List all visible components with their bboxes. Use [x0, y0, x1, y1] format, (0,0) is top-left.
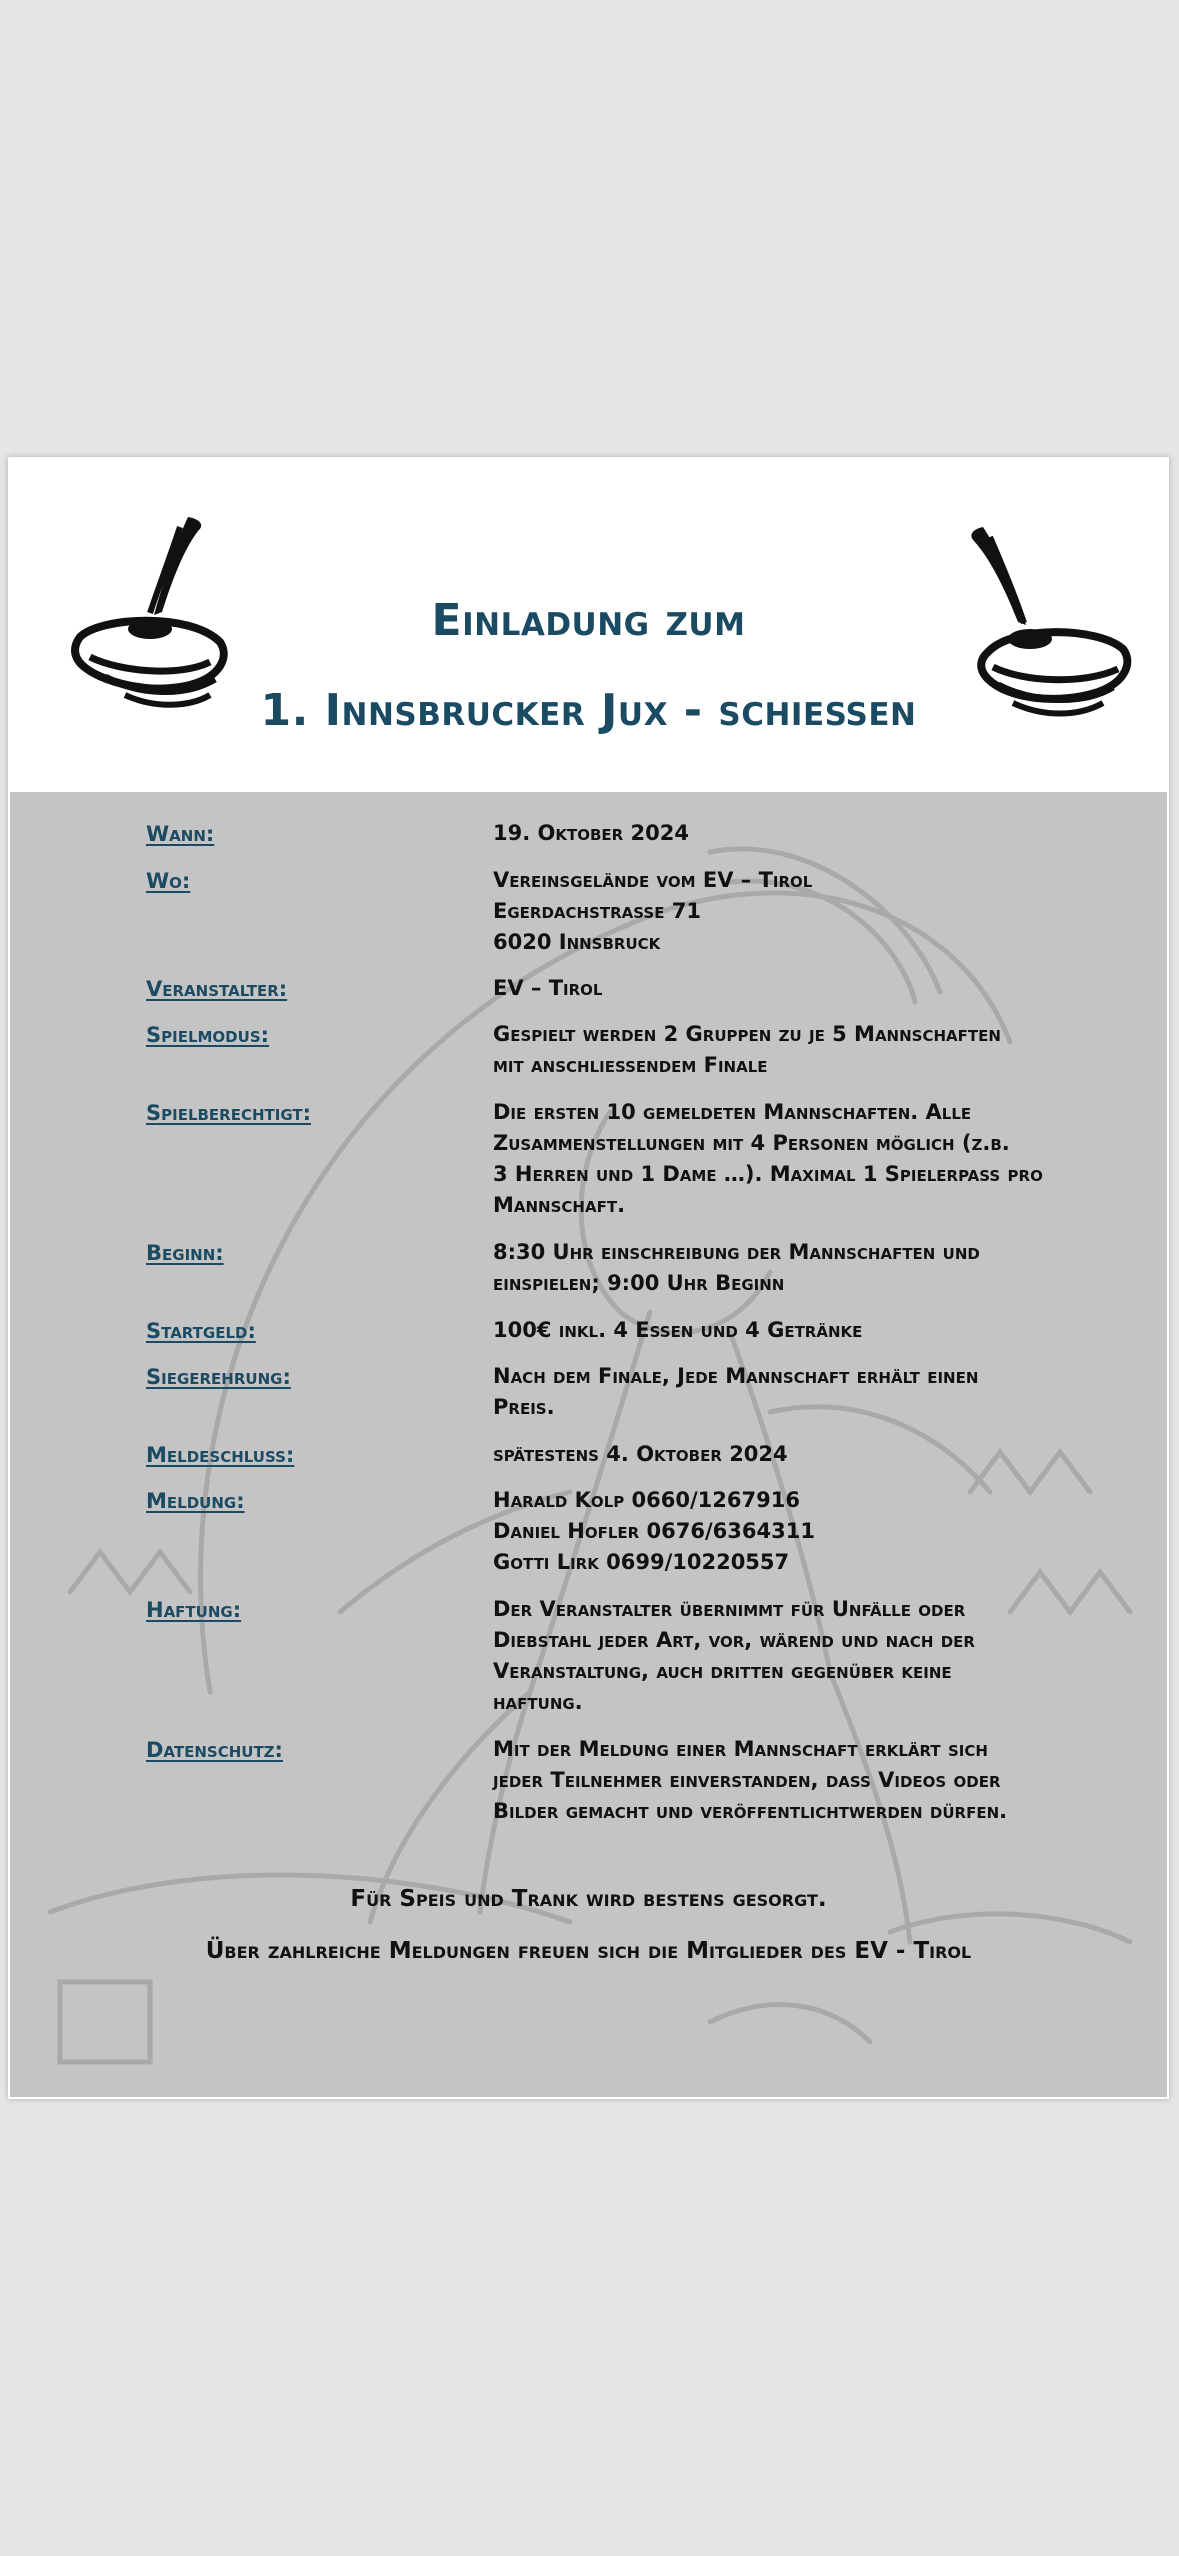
- value-line: Veranstaltung, auch dritten gegenüber keine: [493, 1659, 952, 1683]
- value-line: Egerdachstraße 71: [493, 899, 701, 923]
- value-line: Die ersten 10 gemeldeten Mannschaften. Alle: [493, 1100, 972, 1124]
- value-line: Mit der Meldung einer Mannschaft erklärt sich: [493, 1737, 988, 1761]
- value-haftung: [493, 1594, 1053, 1718]
- label-spielmodus: Spielmodus:: [146, 1023, 270, 1047]
- value-wann: [493, 818, 1053, 849]
- label-haftung: Haftung:: [146, 1598, 242, 1622]
- label-wo: Wo:: [146, 869, 191, 893]
- value-meldeschluss: [493, 1439, 1053, 1470]
- value-spielberechtigt: [493, 1097, 1053, 1221]
- label-beginn: Beginn:: [146, 1241, 224, 1265]
- value-spielmodus: [493, 1019, 1053, 1081]
- value-line: 6020 Innsbruck: [493, 930, 661, 954]
- value-line: Gespielt werden 2 Gruppen zu je 5 Mannschaften: [493, 1022, 1001, 1046]
- value-startgeld: [493, 1315, 1053, 1346]
- value-beginn: [493, 1237, 1053, 1299]
- document-header: [8, 457, 1169, 792]
- value-line: 19. Oktober 2024: [493, 821, 689, 845]
- title-line-1: Einladung zum: [431, 595, 746, 646]
- value-line: Harald Kolp 0660/1267916: [493, 1488, 800, 1512]
- details-section: [10, 792, 1167, 2097]
- value-line: 3 Herren und 1 Dame …). Maximal 1 Spielerpass pro: [493, 1162, 1043, 1186]
- invitation-document: [8, 457, 1169, 2099]
- footer-line-1: Für Speis und Trank wird bestens gesorgt.: [350, 1886, 827, 1912]
- label-veranstalter: Veranstalter:: [146, 977, 288, 1001]
- value-wo: [493, 865, 1053, 958]
- value-line: 100€ inkl. 4 Essen und 4 Getränke: [493, 1318, 863, 1342]
- label-datenschutz: Datenschutz:: [146, 1738, 283, 1762]
- value-line: Mannschaft.: [493, 1193, 626, 1217]
- footer-line-2: Über zahlreiche Meldungen freuen sich die Mitglieder des EV - Tirol: [205, 1938, 972, 1964]
- value-line: Bilder gemacht und veröffentlichtwerden dürfen.: [493, 1799, 1008, 1823]
- value-datenschutz: [493, 1734, 1053, 1827]
- value-line: Vereinsgelände vom EV – Tirol: [493, 868, 813, 892]
- title-line-2: 1. Innsbrucker Jux - schießen: [260, 685, 917, 736]
- value-siegerehrung: [493, 1361, 1053, 1423]
- value-line: Zusammenstellungen mit 4 Personen möglich (z.b.: [493, 1131, 1010, 1155]
- value-veranstalter: [493, 973, 1053, 1004]
- value-line: haftung.: [493, 1690, 583, 1714]
- label-wann: Wann:: [146, 822, 215, 846]
- value-line: Diebstahl jeder Art, vor, wärend und nach der: [493, 1628, 975, 1652]
- label-spielberechtigt: Spielberechtigt:: [146, 1101, 312, 1125]
- value-line: 8:30 Uhr einschreibung der Mannschaften und: [493, 1240, 980, 1264]
- value-line: EV – Tirol: [493, 976, 603, 1000]
- value-line: Der Veranstalter übernimmt für Unfälle oder: [493, 1597, 966, 1621]
- value-line: Preis.: [493, 1395, 555, 1419]
- value-line: einspielen; 9:00 Uhr Beginn: [493, 1271, 785, 1295]
- label-meldung: Meldung:: [146, 1489, 245, 1513]
- label-meldeschluss: Meldeschluss:: [146, 1443, 295, 1467]
- value-line: jeder Teilnehmer einverstanden, dass Videos oder: [493, 1768, 1001, 1792]
- value-line: mit anschließendem Finale: [493, 1053, 768, 1077]
- value-meldung: [493, 1485, 1053, 1578]
- label-siegerehrung: Siegerehrung:: [146, 1365, 291, 1389]
- value-line: Gotti Lirk 0699/10220557: [493, 1550, 790, 1574]
- value-line: spätestens 4. Oktober 2024: [493, 1442, 788, 1466]
- label-startgeld: Startgeld:: [146, 1319, 256, 1343]
- value-line: Nach dem Finale, Jede Mannschaft erhält einen: [493, 1364, 979, 1388]
- value-line: Daniel Hofler 0676/6364311: [493, 1519, 815, 1543]
